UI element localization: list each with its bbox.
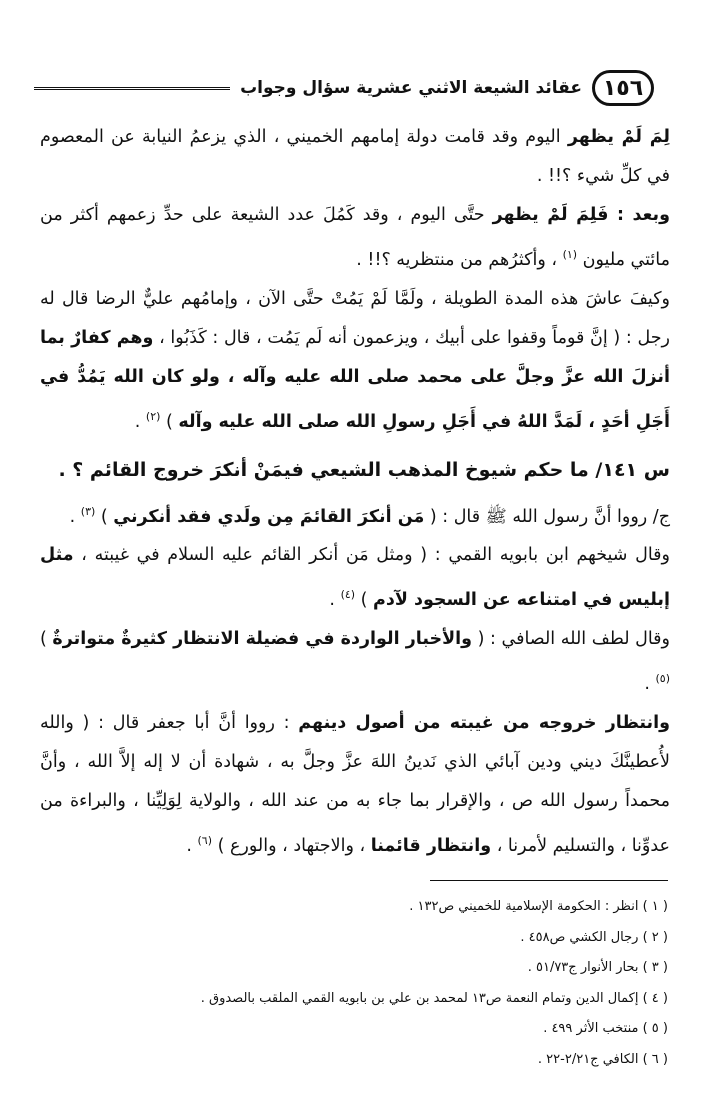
- text: وقال شيخهم ابن بابويه القمي : ( ومثل مَن أنكر القائم عليه السلام في غيبته ،: [73, 545, 670, 566]
- text: وقال لطف الله الصافي : (: [472, 629, 670, 650]
- footnote-ref: (٦): [197, 834, 213, 848]
- footnote-ref: (٤): [340, 588, 356, 602]
- emphasis: وبعد : فَلِمَ لَمْ يظهر: [492, 205, 670, 225]
- emphasis: والأخبار الواردة في فضيلة الانتظار كثيرةٌ متواترةٌ: [52, 629, 473, 650]
- footnote-6: ( ٦ ) الكافي ج٢/٢١-٢٢ .: [537, 1051, 668, 1067]
- text: ): [160, 411, 179, 432]
- footnote-1: ( ١ ) انظر : الحكومة الإسلامية للخميني ص١٣٢ .: [409, 899, 668, 914]
- footnote-4: ( ٤ ) إكمال الدين وتمام النعمة ص١٣ لمحمد بن علي بن بابويه القمي الملقب بالصدوق .: [200, 990, 668, 1006]
- text: ، والاجتهاد ، والورع ): [212, 835, 371, 856]
- running-head: [34, 74, 582, 102]
- text: ، وأكثرُهم من منتظريه ؟!! .: [356, 249, 563, 270]
- running-title: عقائد الشيعة الاثني عشرية سؤال وجواب: [240, 78, 582, 98]
- text: وكيفَ عاشَ هذه المدة الطويلة ، ولَمَّا لَمْ يَمُتْ حتَّى الآن ، وإمامُهم عليٌّ الرضا قال له رجل : ( إنَّ قوماً وقفوا على أبيك ، ويزعمون أنه لَم يَمُت ، قال : كَذَبُوا ،: [40, 288, 670, 348]
- footnote-ref: (٢): [145, 409, 161, 423]
- page-header: [34, 70, 654, 112]
- answer-4: [40, 704, 670, 866]
- answer-2: [40, 536, 670, 620]
- text: .: [644, 674, 656, 695]
- main-text: [40, 118, 670, 866]
- header-rule: [34, 87, 230, 90]
- footnote-3: ( ٣ ) بحار الأنوار ج٥١/٧٣ .: [527, 960, 668, 975]
- emphasis: وهم كفارٌ بما أنزلَ الله عزَّ وجلَّ على محمد صلى الله عليه وآله ، ولو كان الله يَمُدُّ في أَجَلِ أحَدٍ ، لَمَدَّ اللهُ في أَجَلِ رسولِ الله صلى الله عليه وآله: [40, 327, 670, 432]
- text: ): [40, 629, 53, 650]
- page-number: ١٥٦: [592, 70, 654, 106]
- text: ج/ رووا أنَّ رسول الله ﷺ قال : (: [424, 506, 670, 527]
- text: .: [186, 835, 198, 856]
- paragraph-2: [40, 196, 670, 280]
- emphasis: مَن أنكرَ القائمَ مِن ولَدي فقد أنكرني: [113, 506, 425, 527]
- emphasis: وانتظار قائمنا: [370, 835, 492, 856]
- text: اليوم وقد قامت دولة إمامهم الخميني ، الذي يزعمُ النيابة عن المعصوم في كلِّ شيء ؟!! .: [40, 127, 670, 186]
- text: .: [69, 506, 81, 527]
- text: .: [329, 590, 341, 611]
- paragraph-1: [40, 118, 670, 196]
- footnote-2: ( ٢ ) رجال الكشي ص٤٥٨ .: [520, 929, 668, 945]
- footnote-ref: (٣): [80, 504, 96, 518]
- paragraph-3: [40, 280, 670, 442]
- answer-3: [40, 620, 670, 704]
- footnote-separator: [430, 880, 668, 881]
- text: حتَّى اليوم ، وقد كَمُلَ عدد الشيعة على حدِّ زعمهم أكثر من مائتي مليون: [40, 205, 670, 270]
- text: ): [355, 590, 374, 611]
- text: ): [95, 506, 114, 527]
- footnote-5: ( ٥ ) منتخب الأثر ٤٩٩ .: [543, 1021, 668, 1036]
- answer-1: [40, 492, 670, 537]
- question-heading: س ١٤١/ ما حكم شيوخ المذهب الشيعي فيمَنْ أنكرَ خروج القائم ؟ .: [58, 458, 670, 481]
- text: .: [134, 411, 146, 432]
- footnote-ref: (٥): [655, 672, 670, 686]
- emphasis: مثل إبليس في امتناعه عن السجود لآدم: [40, 545, 670, 611]
- footnotes: [38, 892, 668, 1075]
- text: : رووا أنَّ أبا جعفر قال : ( والله لأُعطينَّكَ ديني ودين آبائي الذي نَدينُ اللهَ عزَّ وجلَّ به ، شهادة أن لا إله إلاَّ الله ، وأنَّ محمداً رسول الله ص ، والإقرار بما جاء به من عند الله ، والولاية لِوَلِيِّنا ، والبراءة من عدوِّنا ، والتسليم لأمرنا ،: [40, 713, 670, 856]
- emphasis: لِمَ لَمْ يظهر: [567, 127, 670, 147]
- footnote-ref: (١): [562, 248, 578, 261]
- emphasis: وانتظار خروجه من غيبته من أصول دينهم: [298, 713, 671, 734]
